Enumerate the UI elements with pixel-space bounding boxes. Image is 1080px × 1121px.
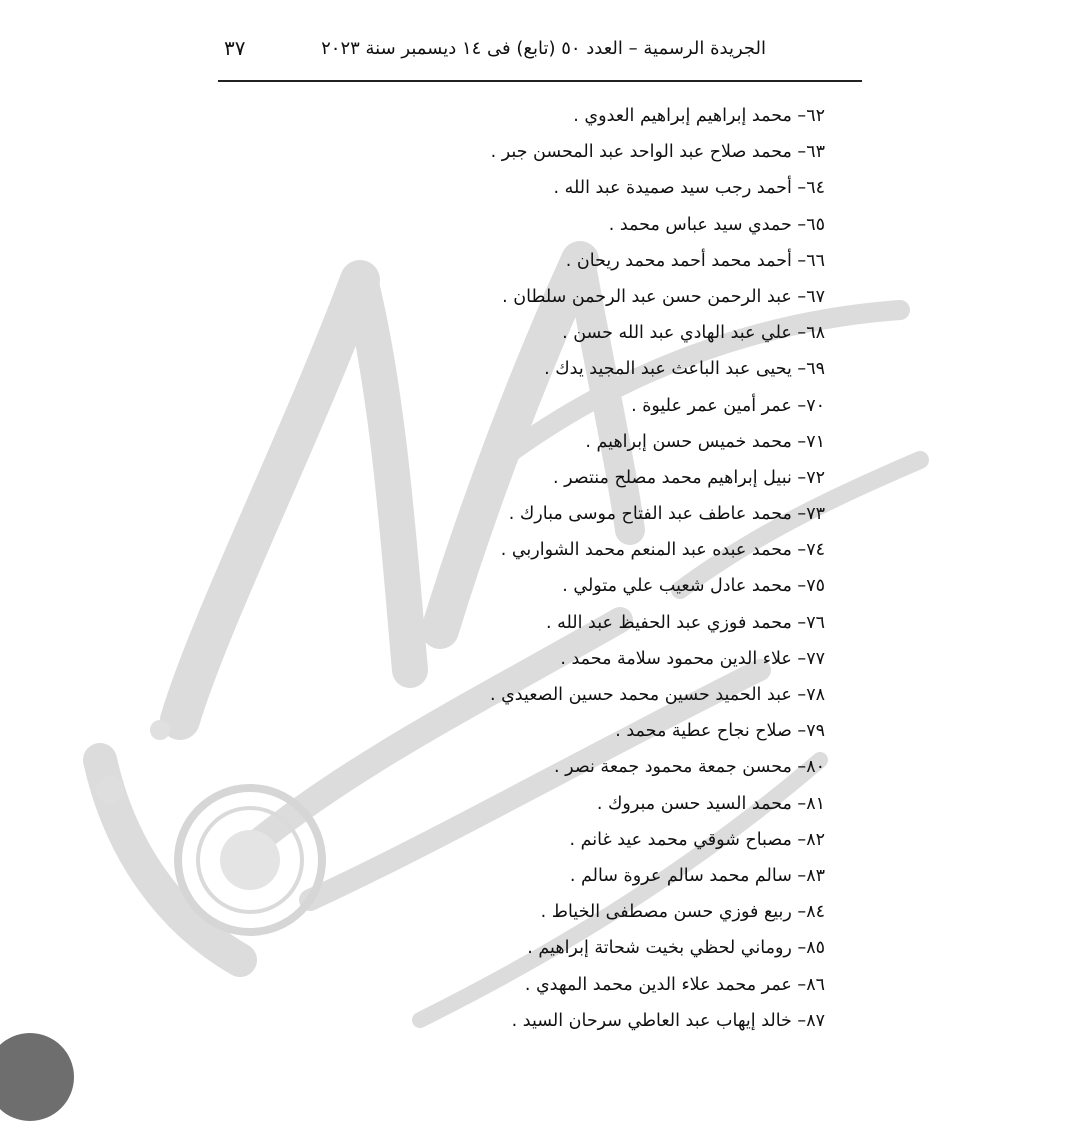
page-header [218, 30, 862, 82]
list-item: ٧٩– صلاح نجاح عطية محمد . [615, 721, 825, 742]
list-item: ٦٦– أحمد محمد أحمد محمد ريحان . [565, 250, 825, 271]
list-item: ٧٧– علاء الدين محمود سلامة محمد . [560, 648, 825, 669]
list-item: ٦٨– علي عبد الهادي عبد الله حسن . [562, 323, 825, 344]
list-item: ٦٩– يحيى عبد الباعث عبد المجيد يدك . [544, 359, 825, 380]
list-item: ٨٢– مصباح شوقي محمد عيد غانم . [569, 829, 825, 850]
list-item: ٦٢– محمد إبراهيم إبراهيم العدوي . [573, 106, 825, 126]
list-item: ٨٧– خالد إيهاب عبد العاطي سرحان السيد . [511, 1010, 825, 1031]
list-item: ٨٦– عمر محمد علاء الدين محمد المهدي . [524, 974, 825, 995]
list-item: ٧٢– نبيل إبراهيم محمد مصلح منتصر . [553, 467, 825, 488]
list-item: ٧٦– محمد فوزي عبد الحفيظ عبد الله . [545, 612, 825, 633]
list-item: ٧٨– عبد الحميد حسين محمد حسين الصعيدي . [489, 685, 825, 705]
list-item: ٨٥– روماني لحظي بخيت شحاتة إبراهيم . [527, 938, 825, 959]
list-item: ٦٣– محمد صلاح عبد الواحد عبد المحسن جبر . [490, 142, 825, 163]
names-list [490, 98, 825, 1039]
corner-dot-button[interactable] [0, 1033, 74, 1121]
list-item: ٧٤– محمد عبده عبد المنعم محمد الشواربي . [500, 540, 825, 561]
list-item: ٨٠– محسن جمعة محمود جمعة نصر . [554, 757, 825, 778]
header-title: الجريدة الرسمية – العدد ٥٠ (تابع) فى ١٤ ديسمبر سنة ٢٠٢٣ [321, 38, 766, 59]
list-item: ٧٠– عمر أمين عمر عليوة . [631, 395, 825, 416]
list-item: ٧١– محمد خميس حسن إبراهيم . [585, 431, 825, 452]
page-number: ٣٧ [224, 36, 246, 60]
list-item: ٦٥– حمدي سيد عباس محمد . [608, 214, 825, 235]
list-item: ٦٤– أحمد رجب سيد صميدة عبد الله . [553, 178, 825, 199]
list-item: ٦٧– عبد الرحمن حسن عبد الرحمن سلطان . [502, 286, 825, 307]
list-item: ٨٣– سالم محمد سالم عروة سالم . [569, 865, 825, 886]
list-item: ٨١– محمد السيد حسن مبروك . [596, 793, 825, 814]
list-item: ٧٥– محمد عادل شعيب علي متولي . [562, 576, 825, 597]
list-item: ٧٣– محمد عاطف عبد الفتاح موسى مبارك . [508, 504, 825, 525]
list-item: ٨٤– ربيع فوزي حسن مصطفى الخياط . [540, 902, 825, 923]
